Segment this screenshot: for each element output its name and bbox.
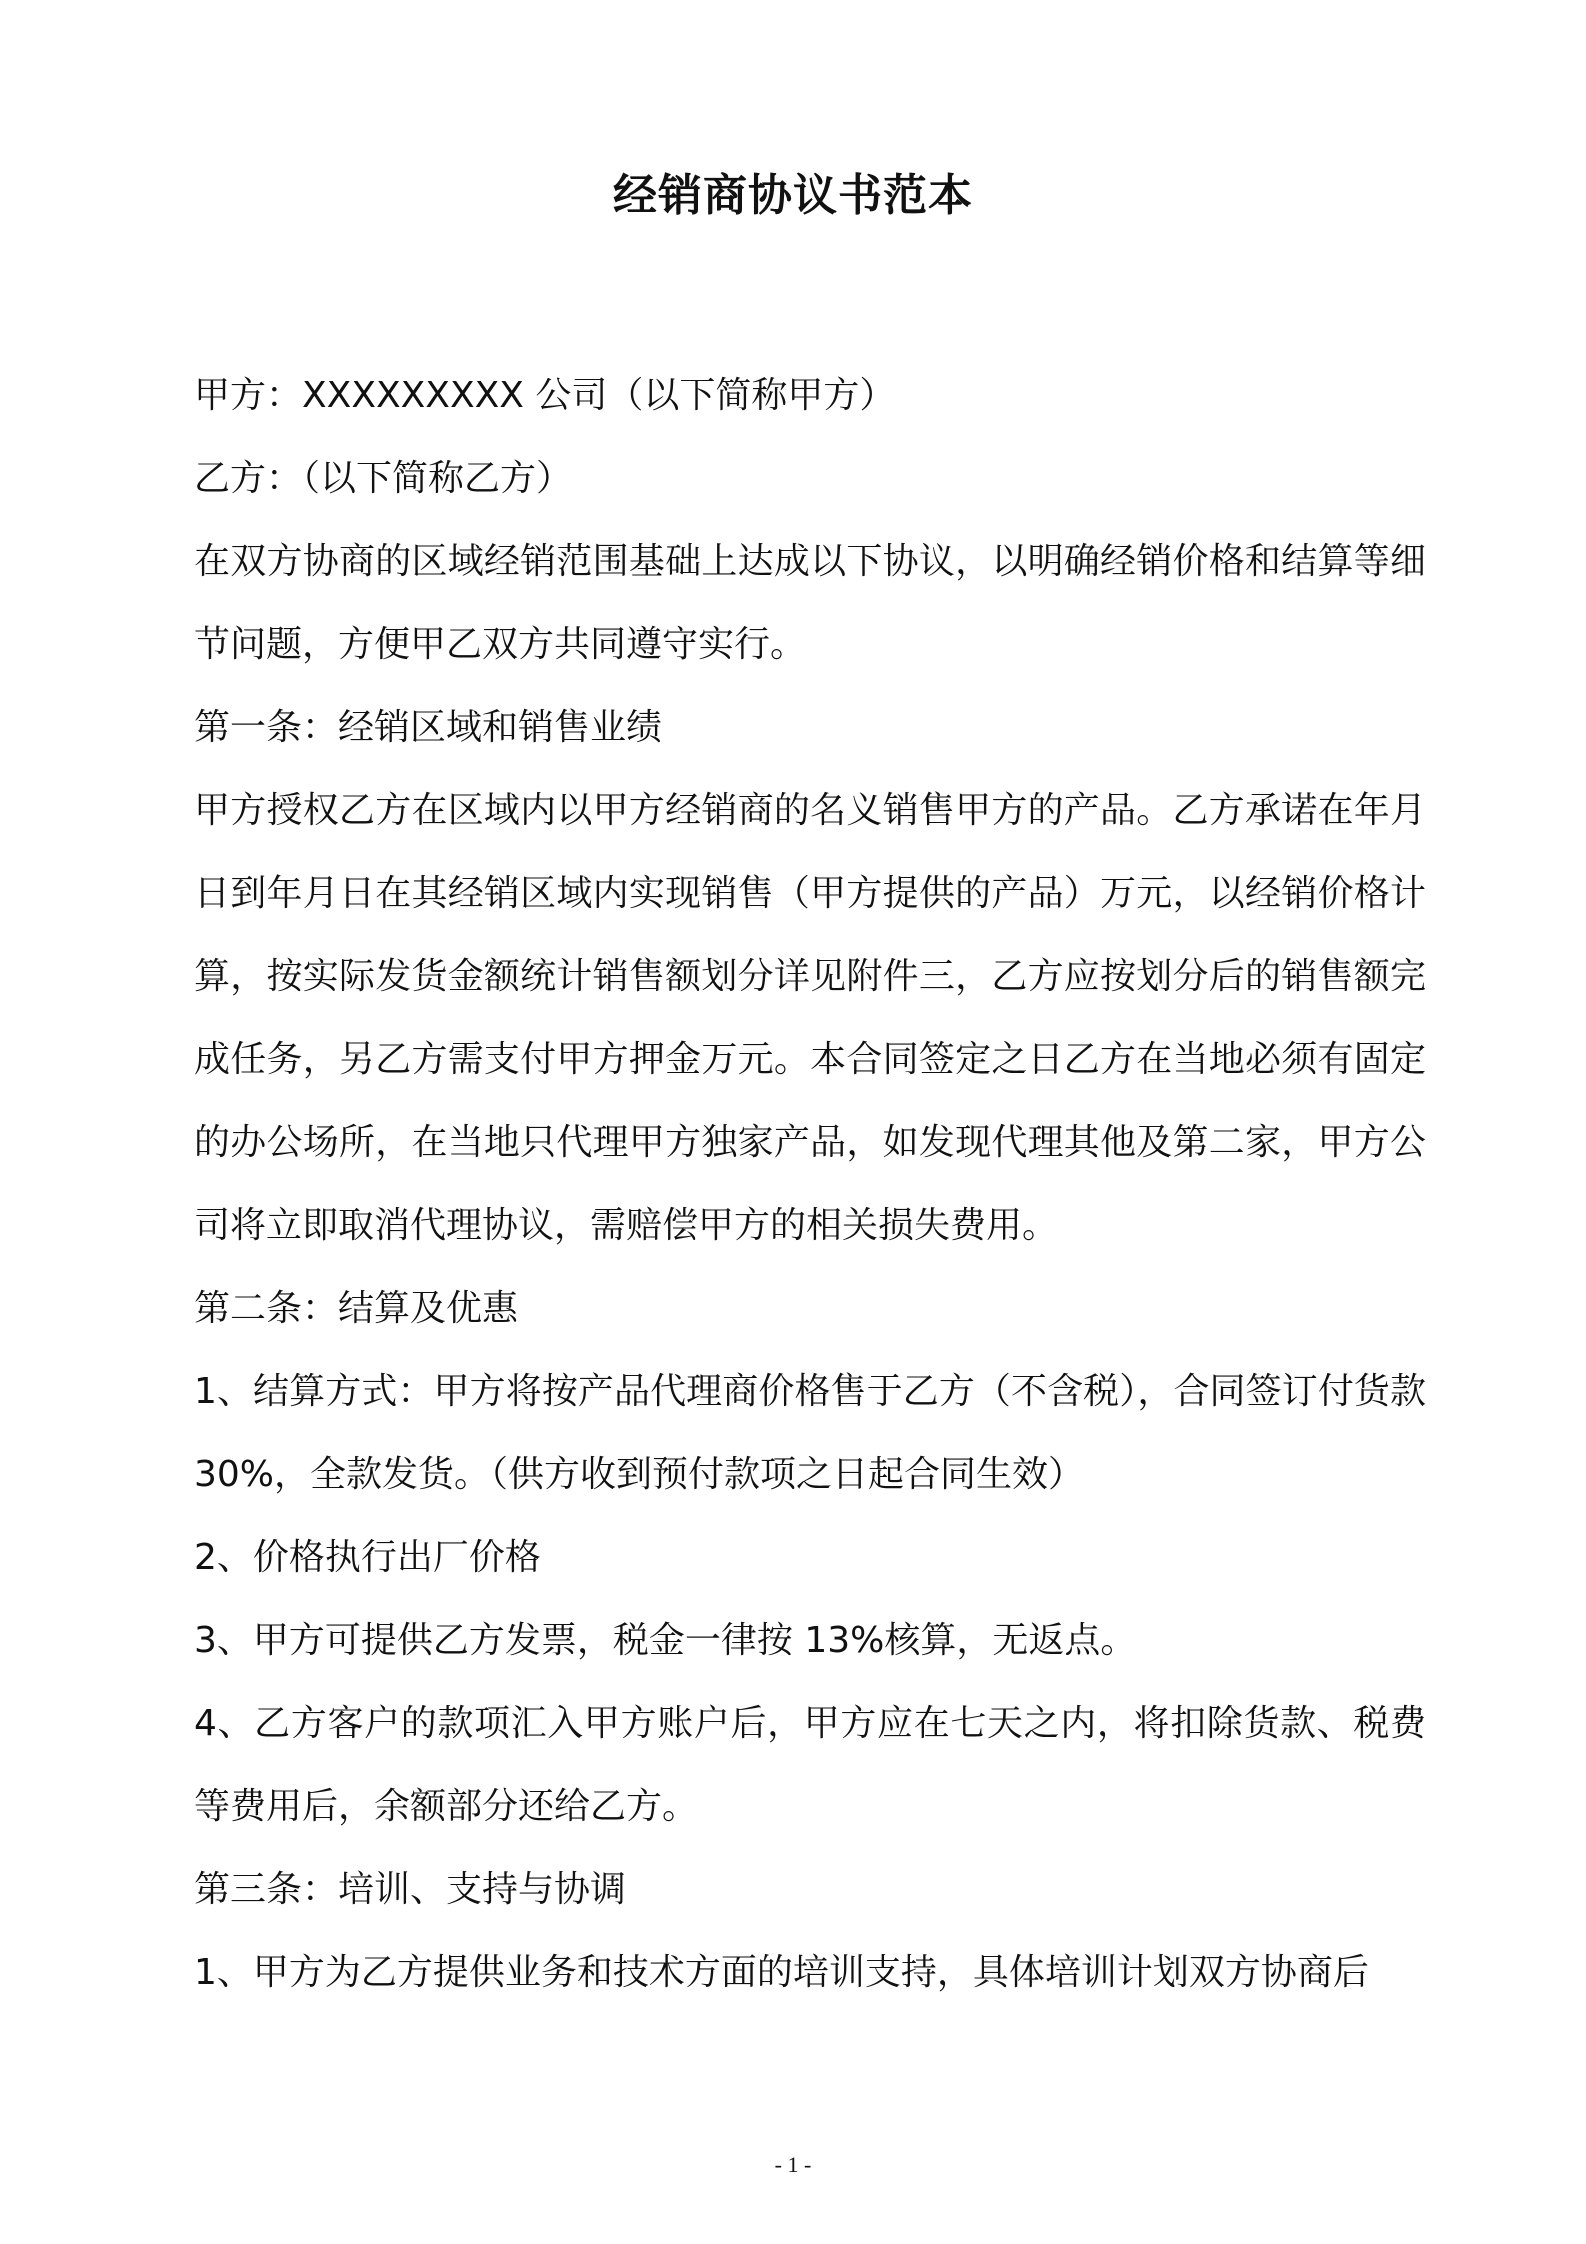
article-1-paragraph: 甲方授权乙方在区域内以甲方经销商的名义销售甲方的产品。乙方承诺在年月日到年月日在其经销区域内实现销售（甲方提供的产品）万元，以经销价格计算，按实际发货金额统计销售额划分详见附件三，乙方应按划分后的销售额完成任务，另乙方需支付甲方押金万元。本合同签定之日乙方在当地必须有固定的办公场所，在当地只代理甲方独家产品，如发现代理其他及第二家，甲方公司将立即取消代理协议，需赔偿甲方的相关损失费用。	[194, 790, 1426, 1246]
page-number: - 1 -	[774, 2152, 812, 2177]
party-b-line: 乙方：（以下简称乙方）	[194, 458, 573, 499]
document-title: 经销商协议书范本	[613, 170, 973, 221]
document-body	[194, 354, 1426, 2014]
article-3-heading: 第三条：培训、支持与协调	[194, 1869, 627, 1910]
preamble-paragraph: 在双方协商的区域经销范围基础上达成以下协议，以明确经销价格和结算等细节问题，方便甲乙双方共同遵守实行。	[194, 541, 1426, 665]
article-2-item-2: 2、价格执行出厂价格	[194, 1537, 541, 1578]
article-2-heading: 第二条：结算及优惠	[194, 1288, 519, 1329]
article-2-item-1: 1、结算方式：甲方将按产品代理商价格售于乙方（不含税），合同签订付货款 30%，全款发货。（供方收到预付款项之日起合同生效）	[194, 1371, 1426, 1495]
article-2-item-3: 3、甲方可提供乙方发票，税金一律按 13%核算，无返点。	[194, 1620, 1137, 1661]
article-1-heading: 第一条：经销区域和销售业绩	[194, 707, 663, 748]
article-2-item-4: 4、乙方客户的款项汇入甲方账户后，甲方应在七天之内，将扣除货款、税费等费用后，余额部分还给乙方。	[194, 1703, 1426, 1827]
party-a-line: 甲方：XXXXXXXXX 公司（以下简称甲方）	[194, 375, 896, 416]
article-3-item-1: 1、甲方为乙方提供业务和技术方面的培训支持，具体培训计划双方协商后	[194, 1952, 1369, 1993]
